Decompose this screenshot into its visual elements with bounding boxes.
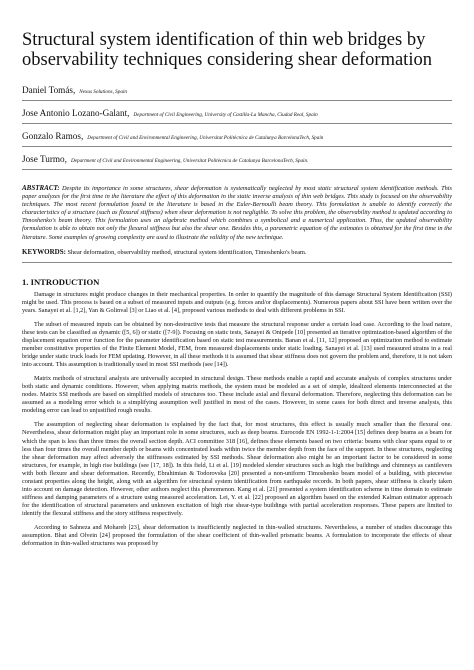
body-paragraph: The assumption of neglecting shear deformation is explained by the fact that, for most structures, this effect is usually much smaller than the flexural one. Nevertheless, shear deformation might play an important role in some structures, such as deep beams. Eurocode EN 1992-1-1:2004 [15] defines deep beams as a beam for which the span is less than three times the overall section depth. ACI committee 318 [16], defines these elements based on two criteria: beams with clear spans equal to or less than four times the overall member depth or beams with concentrated loads within twice the member depth from the face of the support. In these structures, neglecting the shear deformation may affect adversely the stiffnesses estimated by SSI methods. Shear deformation also might be an important factor to be considered in some structures, for example, in high rise buildings (see [17, 18]). In this field, Li et al. [19] modeled slender structures such as high rise buildings and chimneys as cantilevers with both flexure and shear deformation. Recently, Ebrahimian & Todorovska [20] presented a non-uniform Timoshenko beam model of a building, with piecewise constant properties along the height, along with an algorithm for structural system identification from earthquake records. In both papers, shear stiffness is clearly taken into account on damage detection. However, other authors neglect this phenomenon. Kang et al. [21] presented a system identification scheme in time domain to estimate stiffness and damping parameters of a structure using measured acceleration. Lei, Y. et al. [22] proposed an algorithm based on the extended Kalman estimator approach for the identification of structural parameters and unknown excitation of high rise shear-type buildings with partial acceleration responses. These papers are limited to identify the flexural stiffness and the story stiffness respectively. bbox=[22, 421, 452, 517]
author-name: Jose Antonio Lozano-Galant, bbox=[22, 108, 130, 118]
keywords bbox=[22, 248, 452, 263]
author-entry bbox=[22, 130, 452, 147]
paper-title: Structural system identification of thin web bridges by observability techniques considering shear deformation bbox=[22, 30, 432, 70]
author-entry bbox=[22, 107, 452, 124]
body-paragraph: Matrix methods of structural analysis are universally accepted in structural design. These methods enable a rapid and accurate analysis of complex structures under both static and dynamic conditions. However, when applying matrix methods, the system must be modeled as a set of simple, idealized elements interconnected at the nodes. Matrix SSI methods are based on simplified models of structures too. These include axial and flexural deformation. Therefore, neglecting this deformation can be assumed as a modeling error which is a simplifying assumption well justified in most of the cases. However, in some cases for both direct and inverse analysis, this modeling error can lead to unjustified rough results. bbox=[22, 375, 452, 415]
abstract-text: Despite its importance in some structures, shear deformation is systematically neglected by most static structural system identification methods. This paper analyzes for the first time in the literature the effect of this deformation in the static inverse analysis of thin web bridges. This study is focused on the observability techniques. The most recent formulation found in the literature is based in the Euler-Bernoulli beam theory. This formulation is unable to identify correctly the characteristics of a structure (such as flexural stiffness) when shear deformation is not negligible. To solve this problem, the observability method is updated according to Timoshenko's beam theory. This formulation uses an algebraic method which combines a symbolical and a numerical application. Thus, the updated observability formulation is able to obtain not only the flexural stiffness but also the shear one. Besides this, a parametric equation of the estimates is obtained for the first time in the literature. Some examples of growing complexity are used to illustrate the validity of the new technique. bbox=[22, 185, 452, 241]
body-paragraph: The subset of measured inputs can be obtained by non-destructive tests that measure the structural response under a certain load case. According to the load nature, these tests can be classified as dynamic ([5, 6]) or static ([7-9]). Focusing on static tests, Sanayei & Onipede [10] presented an iterative optimization-based algorithm of the displacement equation error function for the parameter identification based on static test measurements. Banan et al. [11, 12] proposed an optimization method to estimate member constitutive properties of the Finite Element Model, FEM, from measured displacements under static loading. Sanayei et al. [13] used measured strains in a real bridge under static truck loads for FEM updating. However, in all these methods it is assumed that shear stiffness does not govern the problem and, therefore, it is not taken into account. This assumption is traditionally used in most SSI methods (see [14]). bbox=[22, 320, 452, 369]
author-name: Gonzalo Ramos, bbox=[22, 131, 84, 141]
author-name: Daniel Tomás, bbox=[22, 85, 76, 95]
body-paragraph: According to Sahneza and Mohareb [23], shear deformation is insufficiently neglected in thin-walled structures. Nevertheless, a number of studies discourage this assumption. Bhat and Olvein [24] proposed the formulation of the shear coefficient of thin-walled prismatic beams. A formulation to incorporate the effects of shear deformation in thin-walled structures was proposed by bbox=[22, 523, 452, 548]
author-entry bbox=[22, 153, 452, 170]
section-heading: 1. INTRODUCTION bbox=[22, 276, 100, 287]
author-affiliation: Department of Civil Engineering, University of Castilla-La Mancha, Ciudad Real, Spain bbox=[133, 112, 318, 118]
author-affiliation: Nexus Solutions, Spain bbox=[79, 89, 127, 95]
keywords-text: Shear deformation, observability method, structural system identification, Timoshenko's beam. bbox=[67, 248, 307, 256]
author-name: Jose Turmo, bbox=[22, 154, 67, 164]
abstract-label: ABSTRACT: bbox=[22, 184, 60, 192]
abstract bbox=[22, 184, 452, 242]
author-entry bbox=[22, 84, 452, 101]
body-paragraph: Damage in structures might produce changes in their mechanical properties. In order to quantify the magnitude of this damage Structural System Identification (SSI) might be used. This process is based on a subset of measured inputs and outputs (e.g. forces and/or displacements). Numerous papers about SSI have been written over the years. Sanayei et al. [1,2], Yan & Golinval [3] or Liao et al. [4], proposed various methods to deal with different problems in SSI. bbox=[22, 290, 452, 314]
author-affiliation: Department of Civil and Environmental Engineering, Universitat Politècnica de Catalunya BarcelonaTech, Spain. bbox=[70, 158, 309, 164]
author-affiliation: Department of Civil and Environmental Engineering, Universitat Politècnica de Catalunya BarcelonaTech, Spain bbox=[87, 135, 324, 141]
author-list bbox=[22, 84, 452, 170]
keywords-label: KEYWORDS: bbox=[22, 247, 66, 256]
